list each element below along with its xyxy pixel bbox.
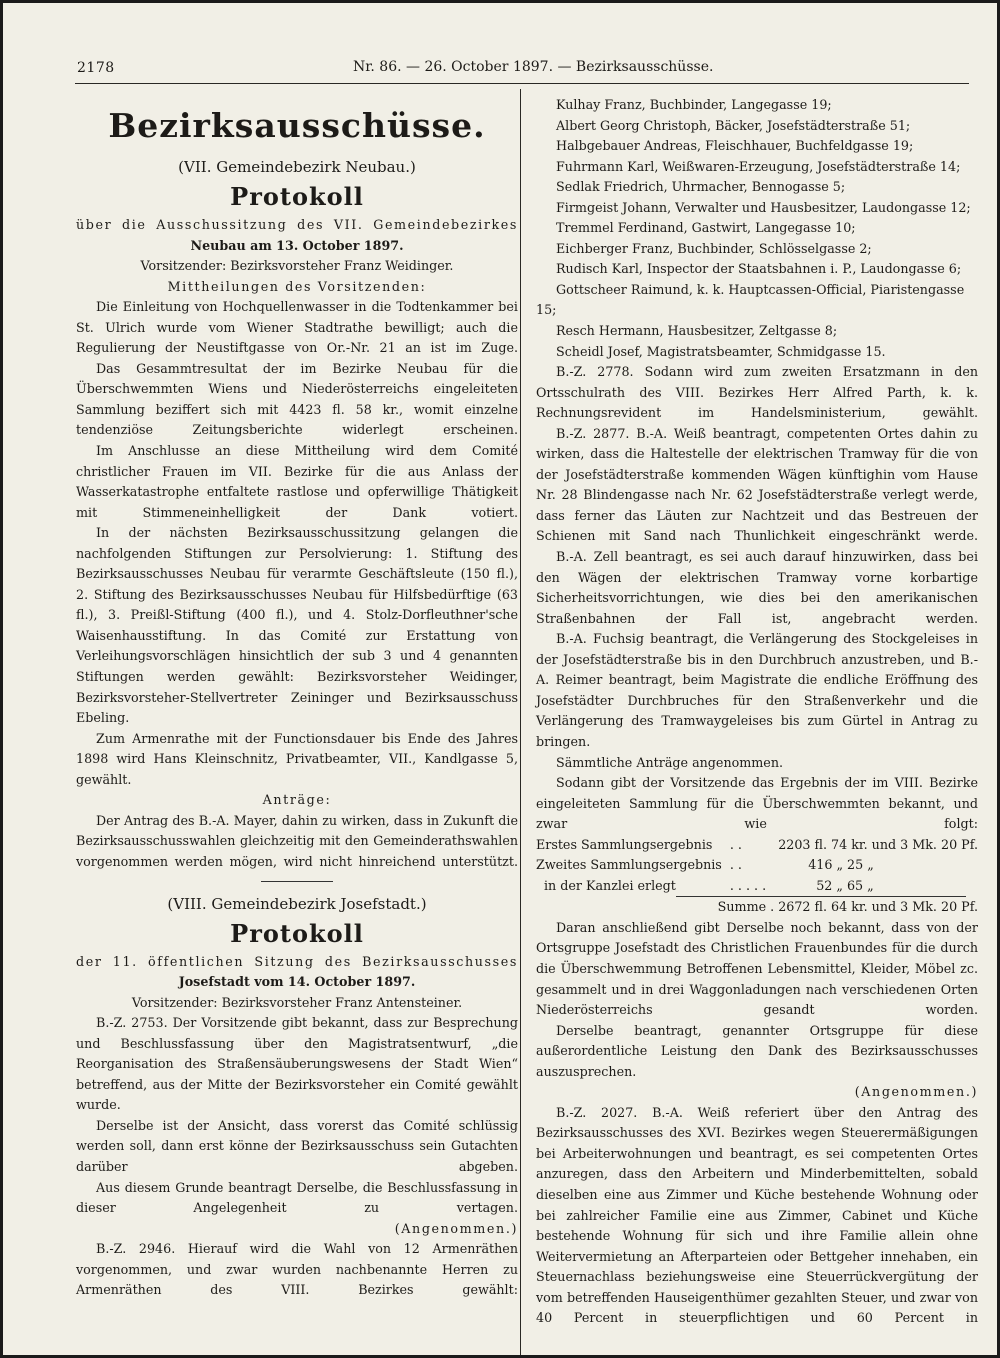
collection-sum: Summe . 2672 fl. 64 kr. und 3 Mk. 20 Pf. (717, 899, 978, 915)
collection-dots: . . (729, 857, 742, 873)
paragraph: B.-Z. 2778. Sodann wird zum zweiten Ersatzmann in den Ortsschulrath des VIII. Bezirkes Herr Alfred Parth, k. k. Rechnungsrevident im Handelsministerium, gewählt. (536, 364, 978, 421)
subheading-mittheilungen: Mittheilungen des Vorsitzenden: (167, 278, 427, 294)
protokoll-heading: Protokoll (230, 182, 364, 211)
header-rule (75, 83, 969, 84)
name-entry: Sedlak Friedrich, Uhrmacher, Bennogasse 5; (556, 179, 846, 195)
chairman-line: Vorsitzender: Bezirksvorsteher Franz Weidinger. (140, 258, 454, 274)
collection-dots: . . (729, 836, 742, 852)
name-entry: Fuhrmann Karl, Weißwaren-Erzeugung, Josefstädterstraße 14; (556, 158, 961, 174)
collection-table (536, 835, 978, 897)
paragraph: Die Einleitung von Hochquellenwasser in die Todtenkammer bei St. Ulrich wurde vom Wiener Stadtrathe bewilligt; auch die Regulierung der Neustiftgasse von Or.-Nr. 21 an ist im Zuge. (76, 299, 518, 356)
section-divider (261, 881, 333, 882)
right-column (536, 95, 978, 1329)
name-entry: Tremmel Ferdinand, Gastwirt, Langegasse 10; (556, 220, 856, 236)
collection-row (536, 855, 978, 876)
paragraph: B.-A. Zell beantragt, es sei auch darauf hinzuwirken, dass bei den Wägen der elektrischen Tramway vorne korbartige Sicherheitsvorrichtungen, wie dies bei den amerikanischen Straßenbahnen der Fall ist, angebracht werden. (536, 549, 978, 626)
page-number: 2178 (77, 60, 115, 76)
session-line: über die Ausschussitzung des VII. Gemeindebezirkes (76, 217, 518, 232)
paragraph: Daran anschließend gibt Derselbe noch bekannt, dass von der Ortsgruppe Josefstadt des Christlichen Frauenbundes für die durch die Überschwemmung Betroffenen Lebensmittel, Kleider, Möbel zc. gesammelt und in drei Waggonladungen nach verschiedenen Orten Niederösterreichs gesandt worden. (536, 919, 978, 1018)
name-entry: Resch Hermann, Hausbesitzer, Zeltgasse 8; (556, 323, 838, 339)
running-title: Nr. 86. — 26. October 1897. — Bezirksausschüsse. (353, 59, 714, 75)
session-date: Neubau am 13. October 1897. (190, 237, 404, 253)
paragraph: Derselbe beantragt, genannter Ortsgruppe für diese außerordentliche Leistung den Dank des Bezirksausschusses auszusprechen. (536, 1022, 978, 1079)
paragraph: Aus diesem Grunde beantragt Derselbe, die Beschlussfassung in dieser Angelegenheit zu vertagen. (76, 1179, 518, 1216)
name-entry: Eichberger Franz, Buchbinder, Schlösselgasse 2; (556, 240, 872, 256)
session-date: Josefstadt vom 14. October 1897. (178, 974, 416, 990)
paragraph: In der nächsten Bezirksausschussitzung gelangen die nachfolgenden Stiftungen zur Persolvierung: 1. Stiftung des Bezirksausschusses Neubau für verarmte Geschäftsleute (150 fl.), 2. Stiftung des Bezirksausschusses Neubau für Hilfsbedürftige (63 fl.), 3. Preißl-Stiftung (400 fl.), und 4. Stolz-Dorfleuthner'sche Waisenhausstiftung. In das Comité zur Erstattung von Verleihungsvorschlägen hinsichtlich der sub 3 und 4 genannten Stiftungen werden gewählt: Bezirksvorsteher Weidinger, Bezirksvorsteher-Stellvertreter Zeininger und Bezirksausschuss Ebeling. (76, 525, 518, 726)
main-heading: Bezirksausschüsse. (108, 106, 486, 145)
paragraph: Zum Armenrathe mit der Functionsdauer bis Ende des Jahres 1898 wird Hans Kleinschnitz, Privatbeamter, VII., Kandlgasse 5, gewählt. (76, 730, 518, 787)
column-rule (520, 89, 521, 1355)
paragraph: B.-A. Fuchsig beantragt, die Verlängerung des Stockgeleises in der Josefstädterstraße bis in den Durchbruch anzustreben, und B.-A. Reimer beantragt, beim Magistrate die endliche Eröffnung des Josefstädter Durchbruches für den Straßenverkehr und die Verlängerung des Tramwaygeleises bis zum Gürtel in Antrag zu bringen. (536, 631, 978, 749)
collection-row (536, 876, 978, 897)
name-entry: Albert Georg Christoph, Bäcker, Josefstädterstraße 51; (556, 117, 911, 133)
paragraph: Im Anschlusse an diese Mittheilung wird dem Comité christlicher Frauen im VII. Bezirke für die aus Anlass der Wasserkatastrophe entfaltete rastlose und opferwillige Thätigkeit mit Stimmeneinhelligkeit der Dank votiert. (76, 443, 518, 520)
collection-amount: 416 „ 25 „ (808, 857, 874, 873)
paragraph: B.-Z. 2753. Der Vorsitzende gibt bekannt, dass zur Besprechung und Beschlussfassung über den Magistratsentwurf, „die Reorganisation des Straßensäuberungswesens der Stadt Wien“ betreffend, aus der Mitte der Bezirksvorsteher ein Comité gewählt wurde. (76, 1015, 518, 1113)
paragraph: Derselbe ist der Ansicht, dass vorerst das Comité schlüssig werden soll, dann erst könne der Bezirksausschuss sein Gutachten darüber abgeben. (76, 1117, 518, 1174)
collection-amount: 2203 fl. 74 kr. und 3 Mk. 20 Pf. (778, 836, 978, 852)
name-entry: Scheidl Josef, Magistratsbeamter, Schmidgasse 15. (556, 343, 886, 359)
collection-label: in der Kanzlei erlegt (544, 877, 676, 893)
paragraph: Der Antrag des B.-A. Mayer, dahin zu wirken, dass in Zukunft die Bezirksausschusswahlen gleichzeitig mit den Gemeinderathswahlen vorgenommen werden mögen, wird nicht hinreichend unterstützt. (76, 812, 518, 869)
subheading-antraege: Anträge: (262, 792, 332, 808)
name-entry: Kulhay Franz, Buchbinder, Langegasse 19; (556, 97, 832, 112)
collection-dots: . . . . . (729, 877, 767, 893)
left-column (76, 95, 518, 1301)
name-entry: Firmgeist Johann, Verwalter und Hausbesitzer, Laudongasse 12; (556, 199, 971, 215)
paragraph: B.-Z. 2027. B.-A. Weiß referiert über den Antrag des Bezirksausschusses des XVI. Bezirkes wegen Steuerermäßigungen bei Arbeiterwohnungen und beantragt, es sei competenten Ortes anzuregen, dass den Arbeitern und Minderbemittelten, sobald dieselben eine aus Zimmer und Küche bestehende Wohnung oder bei zahlreicher Familie eine aus Zimmer, Cabinet und Küche bestehende Wohnung für sich und ihre Familie allein ohne Weitervermietung an Afterparteien oder Bettgeher innehaben, ein Steuernachlass beziehungsweise eine Steuerrückvergütung der vom betreffenden Hauseigenthümer gezahlten Steuer, und zwar von 40 Percent in steuerpflichtigen und 60 Percent in (536, 1104, 978, 1326)
collection-row (536, 835, 978, 856)
chairman-line: Vorsitzender: Bezirksvorsteher Franz Antensteiner. (131, 994, 463, 1010)
paragraph: Das Gesammtresultat der im Bezirke Neubau für die Überschwemmten Wiens und Niederösterreichs eingeleiteten Sammlung beziffert sich mit 4423 fl. 58 kr., womit einzelne tendenziöse Zeitungsberichte widerlegt erscheinen. (76, 360, 518, 438)
collection-label: Zweites Sammlungsergebnis (536, 857, 722, 873)
paragraph: B.-Z. 2946. Hierauf wird die Wahl von 12 Armenräthen vorgenommen, und zwar wurden nachbenannte Herren zu Armenräthen des VIII. Bezirkes gewählt: (76, 1241, 518, 1298)
paragraph: B.-Z. 2877. B.-A. Weiß beantragt, competenten Ortes dahin zu wirken, dass die Haltestelle der elektrischen Tramway für die von der Josefstädterstraße kommenden Wägen künftighin vom Hause Nr. 28 Blindengasse nach Nr. 62 Josefstädterstraße verlegt werde, dass ferner das Läuten zur Nachtzeit und das Bestreuen der Schienen mit Sand nach Thunlichkeit eingeschränkt werde. (536, 425, 978, 544)
name-entry: Gottscheer Raimund, k. k. Hauptcassen-Official, Piaristengasse 15; (536, 281, 965, 318)
collection-label: Erstes Sammlungsergebnis (536, 836, 713, 852)
paragraph: Sämmtliche Anträge angenommen. (556, 754, 784, 770)
newspaper-page (3, 3, 997, 1355)
name-entry: Rudisch Karl, Inspector der Staatsbahnen i. P., Laudongasse 6; (556, 261, 962, 277)
collection-amount: 52 „ 65 „ (816, 877, 874, 893)
angenommen-note: (Angenommen.) (854, 1084, 978, 1100)
session-line: der 11. öffentlichen Sitzung des Bezirksausschusses (76, 953, 518, 969)
name-entry: Halbgebauer Andreas, Fleischhauer, Buchfeldgasse 19; (556, 138, 914, 154)
district-heading-josefstadt: (VIII. Gemeindebezirk Josefstadt.) (167, 894, 427, 913)
paragraph: Sodann gibt der Vorsitzende das Ergebnis der im VIII. Bezirke eingeleiteten Sammlung für die Überschwemmten bekannt, und zwar wie folgt: (536, 775, 978, 832)
protokoll-heading: Protokoll (230, 918, 364, 948)
angenommen-note: (Angenommen.) (394, 1220, 518, 1236)
district-heading-neubau: (VII. Gemeindebezirk Neubau.) (178, 158, 416, 176)
